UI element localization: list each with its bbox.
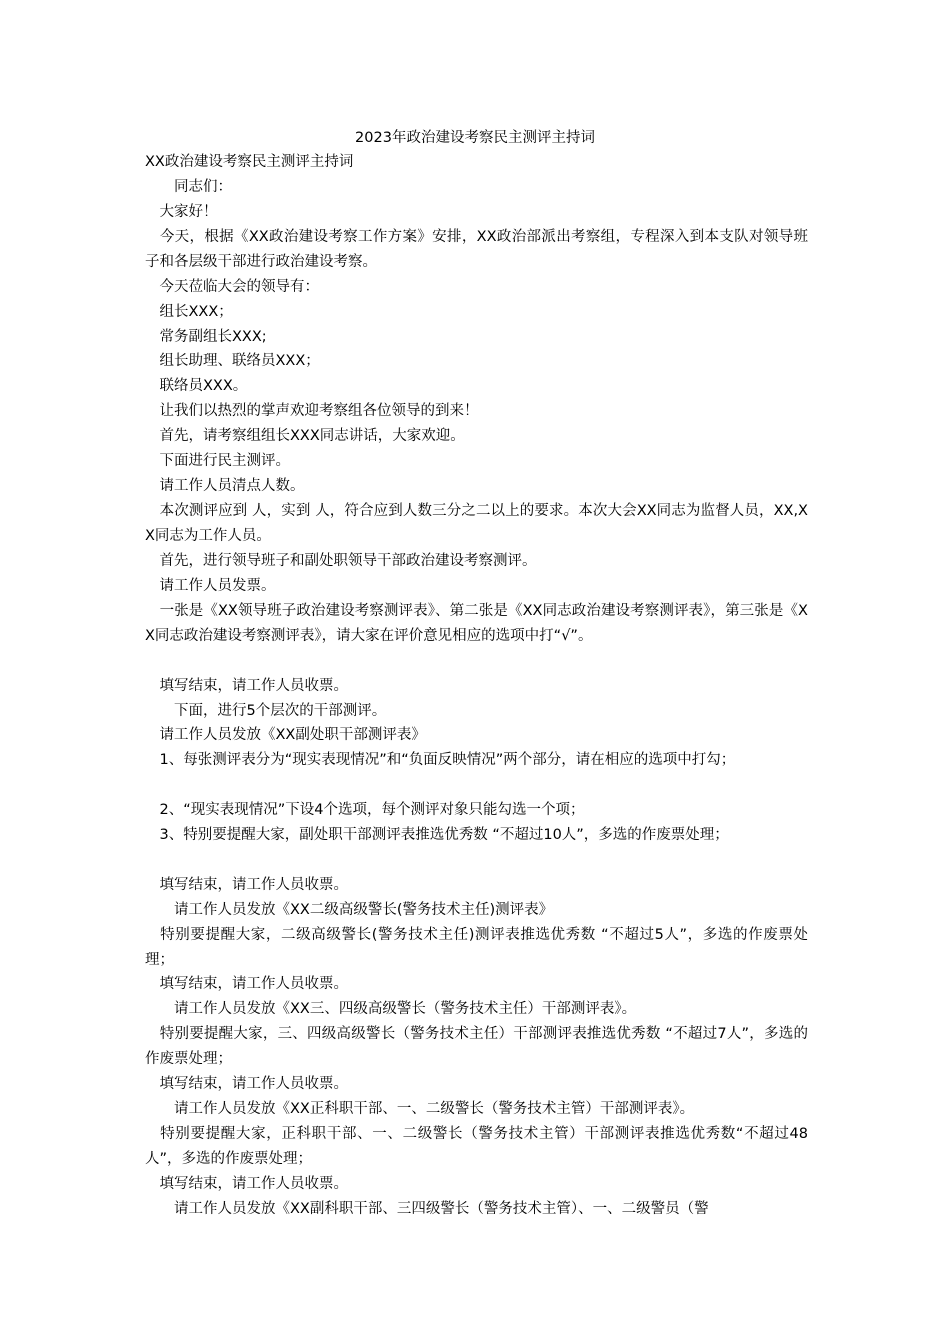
paragraph: 填写结束，请工作人员收票。	[145, 976, 348, 992]
paragraph: 首先，请考察组组长XXX同志讲话，大家欢迎。	[145, 428, 465, 444]
paragraph: 请工作人员发放《XX三、四级高级警长（警务技术主任）干部测评表》。	[145, 1001, 637, 1017]
paragraph: 特别要提醒大家，正科职干部、一、二级警长（警务技术主管）干部测评表推选优秀数“不超过48人”，多选的作废票处理；	[145, 1126, 808, 1167]
paragraph: 让我们以热烈的掌声欢迎考察组各位领导的到来！	[145, 403, 479, 419]
paragraph: 填写结束，请工作人员收票。	[145, 877, 348, 893]
paragraph: 2、“现实表现情况”下设4个选项，每个测评对象只能勾选一个项；	[145, 802, 585, 818]
paragraph: 组长XXX；	[145, 304, 233, 320]
paragraph: 下面进行民主测评。	[145, 453, 290, 469]
paragraph: 组长助理、联络员XXX；	[145, 353, 320, 369]
paragraph: 首先，进行领导班子和副处职领导干部政治建设考察测评。	[145, 553, 537, 569]
paragraph: 一张是《XX领导班子政治建设考察测评表》、第二张是《XX同志政治建设考察测评表》，第三张是《XX同志政治建设考察测评表》，请大家在评价意见相应的选项中打“√”。	[145, 603, 808, 644]
paragraph: 3、特别要提醒大家，副处职干部测评表推选优秀数 “不超过10人”，多选的作废票处理；	[145, 827, 729, 843]
paragraph: 请工作人员发放《XX二级高级警长(警务技术主任)测评表》	[145, 902, 554, 918]
paragraph: XX政治建设考察民主测评主持词	[145, 154, 354, 170]
paragraph: 联络员XXX。	[145, 378, 248, 394]
paragraph: 今天莅临大会的领导有：	[145, 279, 319, 295]
paragraph: 请工作人员发票。	[145, 578, 276, 594]
paragraph: 常务副组长XXX;	[145, 329, 267, 345]
paragraph: 填写结束，请工作人员收票。	[145, 1076, 348, 1092]
paragraph: 填写结束，请工作人员收票。	[145, 678, 348, 694]
paragraph: 大家好！	[145, 204, 218, 220]
paragraph: 1、每张测评表分为“现实表现情况”和“负面反映情况”两个部分，请在相应的选项中打勾；	[145, 752, 736, 768]
document-title: 2023年政治建设考察民主测评主持词	[355, 130, 595, 146]
paragraph: 请工作人员发放《XX副科职干部、三四级警长（警务技术主管）、一、二级警员（警	[145, 1201, 709, 1217]
paragraph: 特别要提醒大家，三、四级高级警长（警务技术主任）干部测评表推选优秀数 “不超过7人”，多选的作废票处理；	[145, 1026, 808, 1067]
paragraph: 请工作人员发放《XX正科职干部、一、二级警长（警务技术主管）干部测评表》。	[145, 1101, 695, 1117]
paragraph: 请工作人员清点人数。	[145, 478, 305, 494]
paragraph: 填写结束，请工作人员收票。	[145, 1176, 348, 1192]
paragraph: 特别要提醒大家，二级高级警长(警务技术主任)测评表推选优秀数 “不超过5人”，多选的作废票处理；	[145, 927, 808, 968]
paragraph: 请工作人员发放《XX副处职干部测评表》	[145, 727, 426, 743]
paragraph: 今天，根据《XX政治建设考察工作方案》安排，XX政治部派出考察组，专程深入到本支队对领导班子和各层级干部进行政治建设考察。	[145, 229, 808, 270]
paragraph: 同志们：	[145, 179, 232, 195]
paragraph: 本次测评应到 人，实到 人，符合应到人数三分之二以上的要求。本次大会XX同志为监督人员，XX,XX同志为工作人员。	[145, 503, 808, 544]
paragraph: 下面，进行5个层次的干部测评。	[145, 703, 387, 719]
